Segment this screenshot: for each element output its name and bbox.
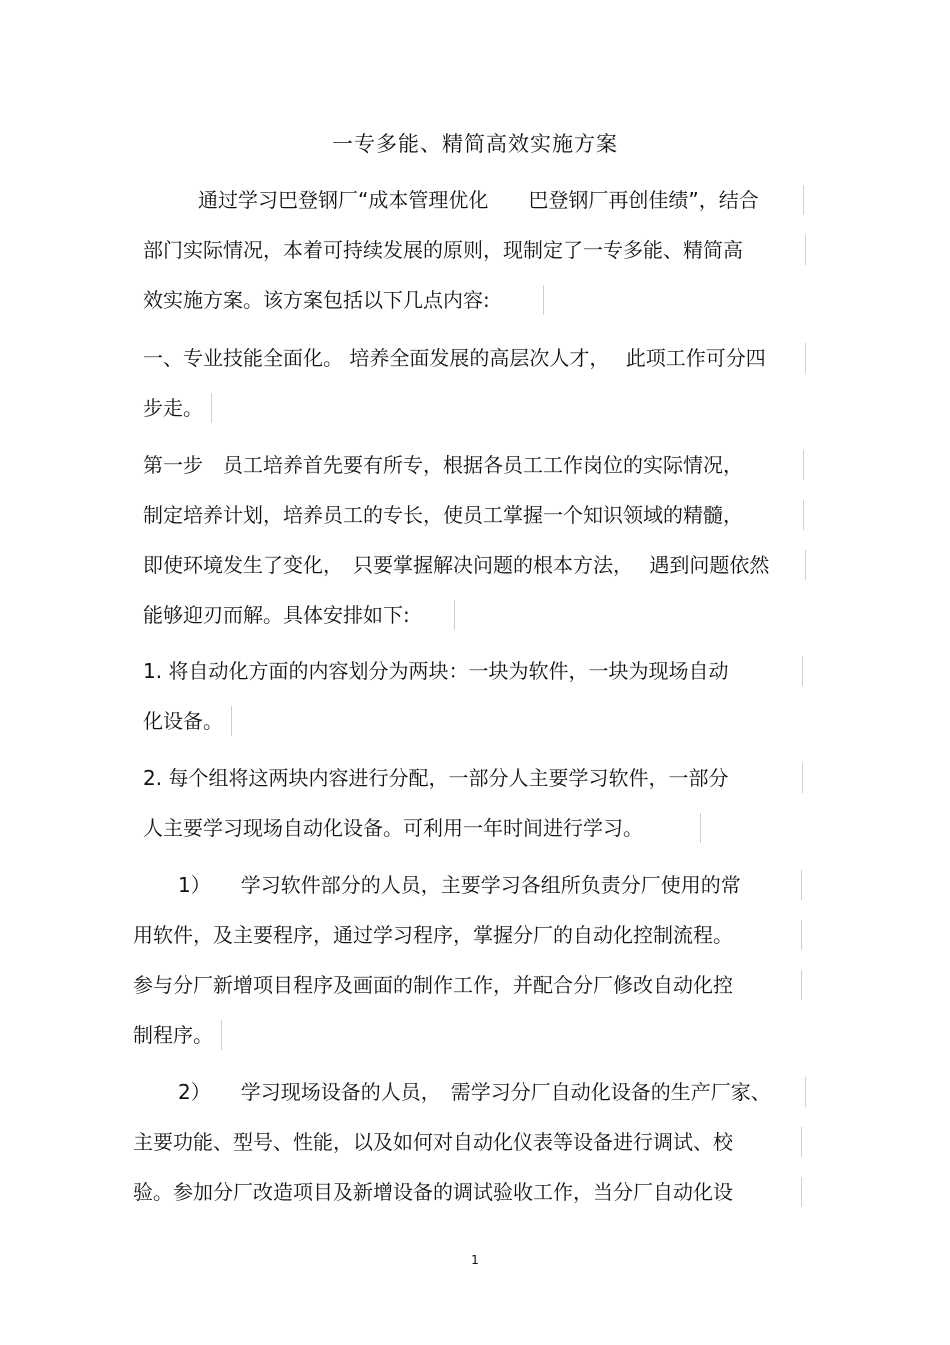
line-box bbox=[133, 1020, 222, 1050]
line-box bbox=[143, 600, 455, 630]
paragraph-line bbox=[143, 500, 743, 530]
line-text: 步走。 bbox=[143, 396, 203, 420]
paragraph-line bbox=[143, 600, 410, 630]
line-box bbox=[143, 343, 806, 373]
document-title: 一专多能、精简高效实施方案 bbox=[332, 132, 618, 156]
paragraph-line bbox=[143, 285, 490, 315]
line-text: 即使环境发生了变化， 只要掌握解决问题的根本方法， 遇到问题依然 bbox=[143, 553, 770, 577]
line-text: 参与分厂新增项目程序及画面的制作工作，并配合分厂修改自动化控 bbox=[133, 973, 733, 997]
line-box bbox=[143, 763, 803, 793]
line-box bbox=[143, 285, 544, 315]
line-box bbox=[143, 450, 804, 480]
line-box bbox=[133, 1127, 802, 1157]
line-text: 制定培养计划，培养员工的专长，使员工掌握一个知识领域的精髓， bbox=[143, 503, 743, 527]
paragraph-line bbox=[133, 1177, 733, 1207]
line-box bbox=[143, 706, 232, 736]
line-box bbox=[133, 920, 802, 950]
line-box bbox=[143, 235, 806, 265]
page-number: 1 bbox=[471, 1253, 479, 1267]
paragraph-line bbox=[133, 1020, 213, 1050]
paragraph-line bbox=[133, 1127, 733, 1157]
line-text: 人主要学习现场自动化设备。可利用一年时间进行学习。 bbox=[143, 816, 643, 840]
line-box bbox=[178, 1077, 806, 1107]
line-text: 验。参加分厂改造项目及新增设备的调试验收工作，当分厂自动化设 bbox=[133, 1180, 733, 1204]
line-text: 2） 学习现场设备的人员， 需学习分厂自动化设备的生产厂家、 bbox=[178, 1080, 771, 1104]
paragraph-line bbox=[143, 550, 769, 580]
paragraph-line bbox=[198, 185, 759, 215]
paragraph-line bbox=[143, 706, 223, 736]
paragraph-line bbox=[143, 656, 728, 686]
line-text: 用软件，及主要程序，通过学习程序，掌握分厂的自动化控制流程。 bbox=[133, 923, 733, 947]
paragraph-line bbox=[143, 813, 643, 843]
line-text: 主要功能、型号、性能，以及如何对自动化仪表等设备进行调试、校 bbox=[133, 1130, 733, 1154]
line-box bbox=[195, 185, 804, 215]
paragraph-line bbox=[133, 920, 733, 950]
line-text: 部门实际情况，本着可持续发展的原则，现制定了一专多能、精简高 bbox=[143, 238, 743, 262]
line-text: 2. 每个组将这两块内容进行分配，一部分人主要学习软件，一部分 bbox=[143, 766, 729, 790]
paragraph-line bbox=[143, 450, 743, 480]
paragraph-line bbox=[178, 1077, 771, 1107]
line-box bbox=[143, 393, 212, 423]
line-box bbox=[178, 870, 802, 900]
paragraph-line bbox=[143, 343, 766, 373]
line-box bbox=[143, 500, 804, 530]
line-box bbox=[143, 656, 803, 686]
paragraph-line bbox=[143, 393, 203, 423]
line-text: 1. 将自动化方面的内容划分为两块：一块为软件，一块为现场自动 bbox=[143, 659, 729, 683]
line-text: 1） 学习软件部分的人员，主要学习各组所负责分厂使用的常 bbox=[178, 873, 741, 897]
line-box bbox=[133, 970, 802, 1000]
line-text: 第一步 员工培养首先要有所专，根据各员工工作岗位的实际情况， bbox=[143, 453, 743, 477]
line-text: 效实施方案。该方案包括以下几点内容: bbox=[143, 288, 490, 312]
line-box bbox=[143, 813, 701, 843]
line-text: 通过学习巴登钢厂“成本管理优化 巴登钢厂再创佳绩”，结合 bbox=[198, 188, 759, 212]
line-text: 能够迎刃而解。具体安排如下: bbox=[143, 603, 410, 627]
line-text: 化设备。 bbox=[143, 709, 223, 733]
paragraph-line bbox=[133, 970, 733, 1000]
paragraph-line bbox=[143, 235, 743, 265]
line-text: 一、专业技能全面化。 培养全面发展的高层次人才， 此项工作可分四 bbox=[143, 346, 766, 370]
paragraph-line bbox=[178, 870, 741, 900]
paragraph-line bbox=[143, 763, 728, 793]
line-box bbox=[143, 550, 806, 580]
line-box bbox=[133, 1177, 802, 1207]
line-text: 制程序。 bbox=[133, 1023, 213, 1047]
